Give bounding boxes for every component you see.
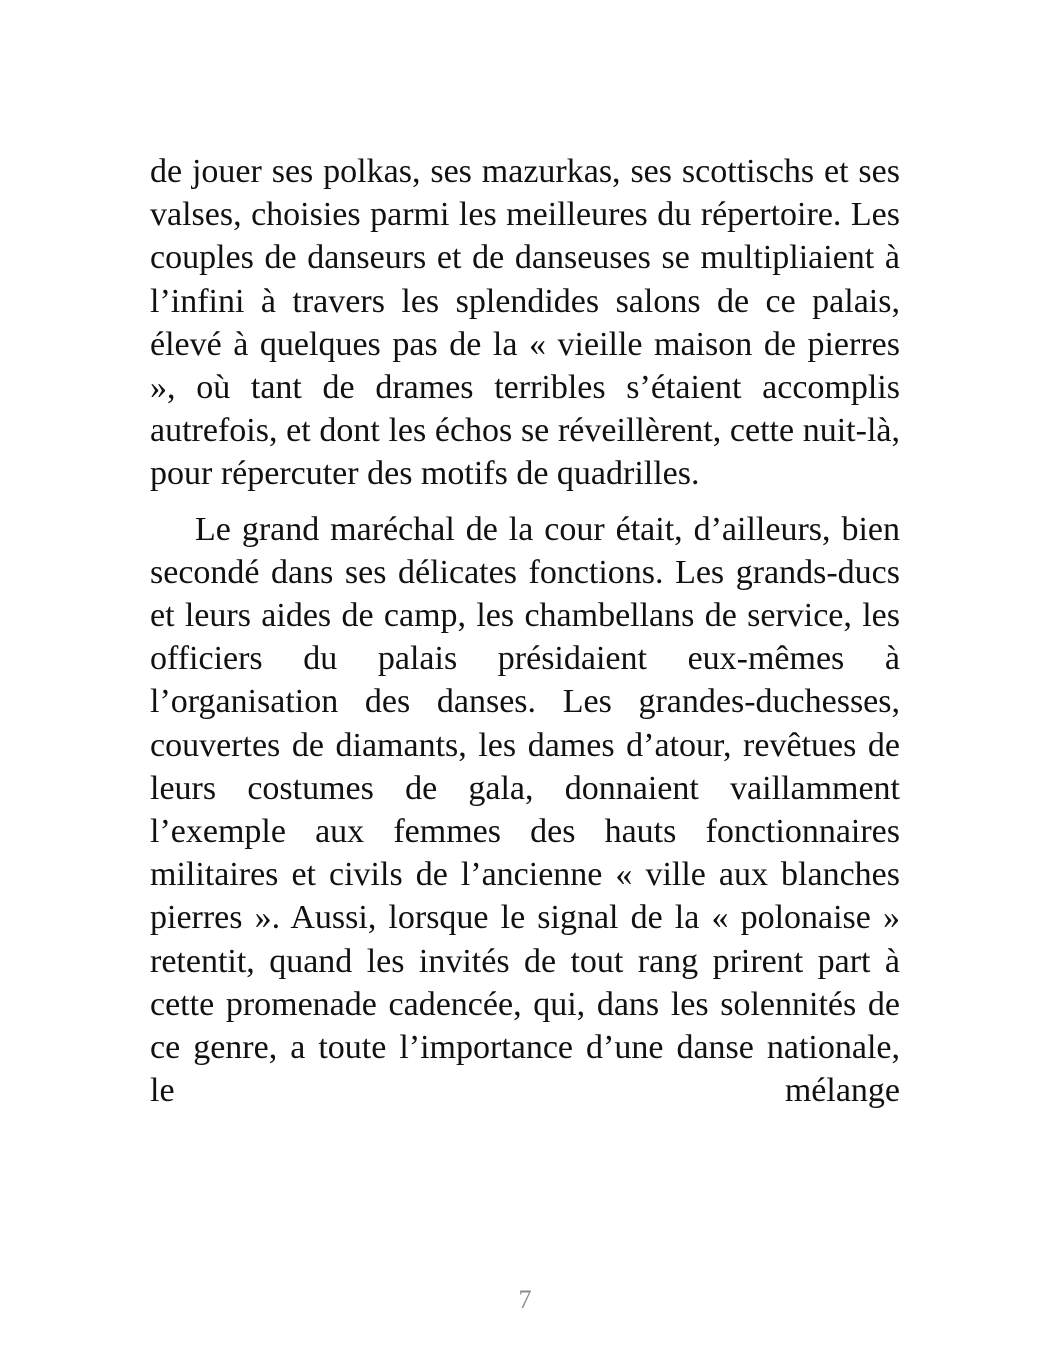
paragraph-grand-marechal: Le grand maréchal de la cour était, d’ailleurs, bien secondé dans ses délicates fonctions. Les grands-ducs et leurs aides de camp, les chambellans de service, les officiers du palais présidaient eux-mêmes à l’organisation des danses. Les grandes-duchesses, couvertes de diamants, les dames d’atour, revêtues de leurs costumes de gala, donnaient vaillamment l’exemple aux femmes des hauts fonctionnaires militaires et civils de l’ancienne « ville aux blanches pierres ». Aussi, lorsque le signal de la « polonaise » retentit, quand les invités de tout rang prirent part à cette promenade cadencée, qui, dans les solennités de ce genre, a toute l’importance d’une danse nationale, le mélange [150, 510, 900, 1110]
paragraph-continuation: de jouer ses polkas, ses mazurkas, ses scottischs et ses valses, choisies parmi les meilleures du répertoire. Les couples de danseurs et de danseuses se multipliaient à l’infini à travers les splendides salons de ce palais, élevé à quelques pas de la « vieille maison de pierres », où tant de drames terribles s’étaient accomplis autrefois, et dont les échos se réveillèrent, cette nuit-là, pour répercuter des motifs de quadrilles. [150, 153, 900, 493]
body-text [150, 150, 900, 1112]
page-number: 7 [518, 1285, 532, 1314]
